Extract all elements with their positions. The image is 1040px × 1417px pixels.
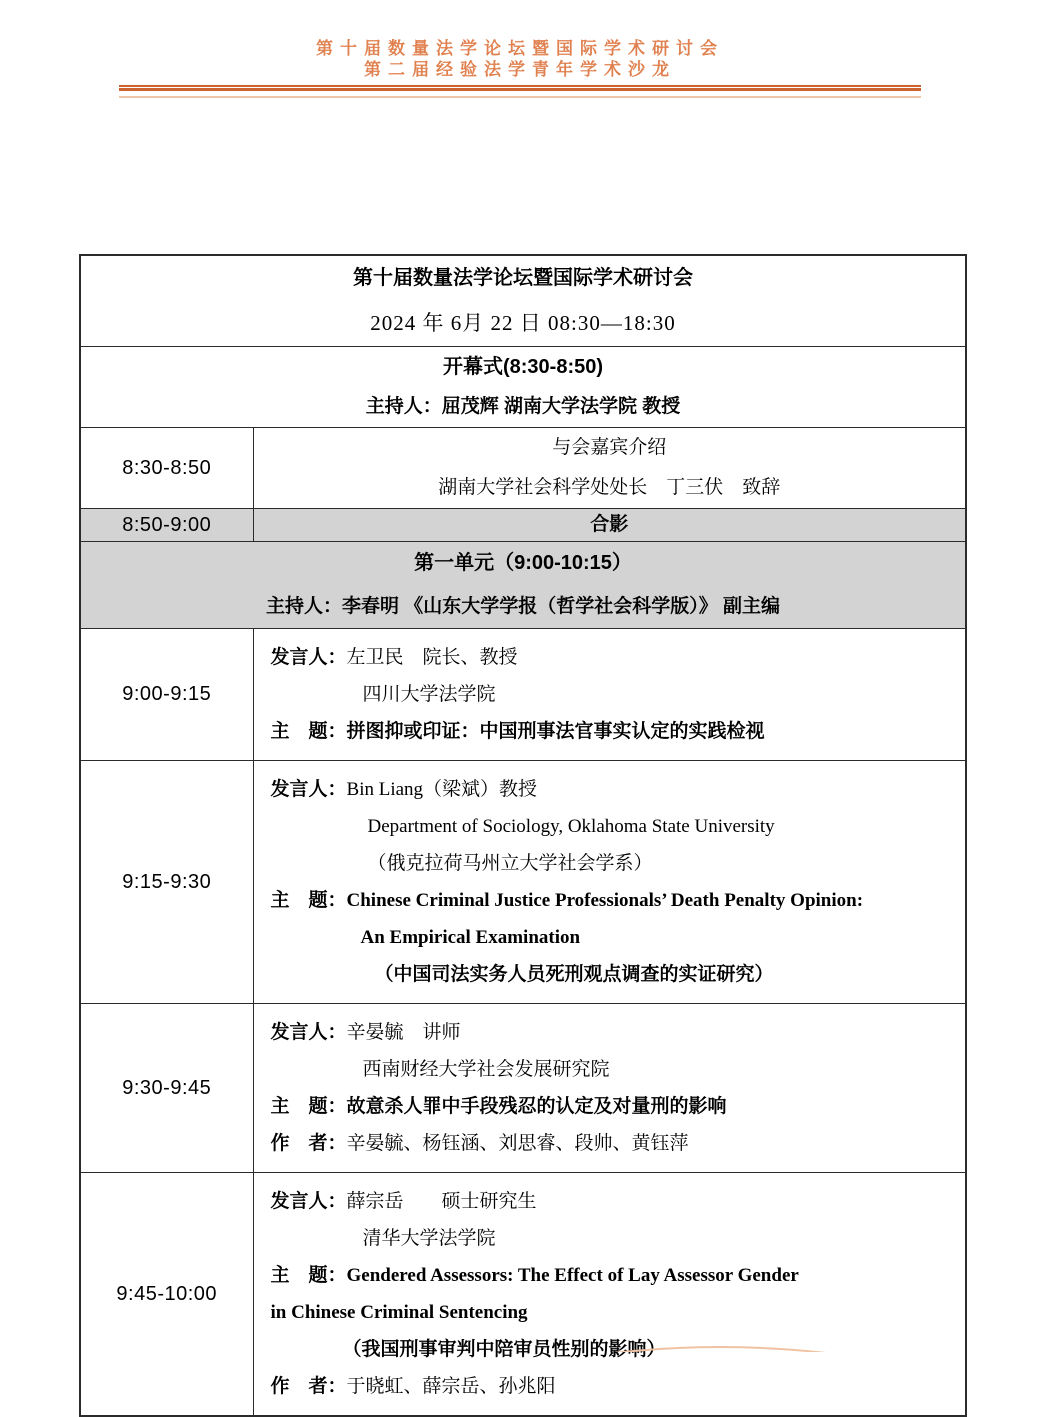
talk2-affiliation-zh: （俄克拉荷马州立大学社会学系） <box>367 853 653 874</box>
rule-thick-line <box>119 88 921 91</box>
header-title-line2: 第二届经验法学青年学术沙龙 <box>364 60 676 79</box>
topic-label: 主 题： <box>270 890 347 911</box>
talk3-topic-line <box>271 1088 952 1125</box>
speaker-label: 发言人： <box>270 779 347 800</box>
table-row-opening-ceremony <box>80 347 966 428</box>
unit1-host: 主持人：李春明 《山东大学学报（哲学社会科学版）》 副主编 <box>265 596 781 617</box>
opening-title: 开幕式(8:30-8:50) <box>442 356 604 378</box>
group-photo-label: 合影 <box>590 514 629 535</box>
footer-decorative-arc <box>560 1332 880 1352</box>
time-slot: 9:00-9:15 <box>80 629 253 761</box>
opening-host: 主持人：屈茂辉 湖南大学法学院 教授 <box>365 396 681 417</box>
speaker-name: Bin Liang（梁斌）教授 <box>346 779 538 800</box>
authors-names: 辛晏毓、杨钰涵、刘思睿、段帅、黄钰萍 <box>346 1133 689 1154</box>
talk3-speaker-line <box>271 1014 952 1051</box>
talk1-topic-line <box>271 713 952 750</box>
conference-title: 第十届数量法学论坛暨国际学术研讨会 <box>353 267 693 289</box>
table-row-talk2 <box>80 761 966 1004</box>
table-row-unit1-header <box>80 542 966 629</box>
table-row-group-photo <box>80 509 966 542</box>
intro-line1: 与会嘉宾介绍 <box>552 437 667 458</box>
rule-thin-line <box>119 85 921 87</box>
topic-label: 主 题： <box>270 1096 347 1117</box>
time-slot: 8:50-9:00 <box>80 509 253 542</box>
speaker-label: 发言人： <box>270 1191 347 1212</box>
speaker-name: 左卫民 院长、教授 <box>346 647 518 668</box>
topic-title-en1: Chinese Criminal Justice Professionals’ Death Penalty Opinion: <box>346 890 864 911</box>
speaker-label: 发言人： <box>270 1022 347 1043</box>
talk1-speaker-line <box>271 639 952 676</box>
schedule-table <box>79 254 967 1417</box>
page-header <box>0 38 1040 98</box>
talk1-affiliation: 四川大学法学院 <box>362 684 496 705</box>
table-row-guest-introduction <box>80 428 966 509</box>
speaker-name: 辛晏毓 讲师 <box>346 1022 461 1043</box>
header-title-line1: 第十届数量法学论坛暨国际学术研讨会 <box>316 39 724 58</box>
authors-label: 作 者： <box>270 1133 347 1154</box>
intro-line2: 湖南大学社会科学处处长 丁三伏 致辞 <box>438 477 781 498</box>
authors-label: 作 者： <box>270 1376 347 1397</box>
table-row-talk1 <box>80 629 966 761</box>
topic-title: 故意杀人罪中手段残忍的认定及对量刑的影响 <box>346 1096 727 1117</box>
talk4-authors-line <box>271 1368 952 1405</box>
talk3-affiliation: 西南财经大学社会发展研究院 <box>362 1059 610 1080</box>
talk4-topic-line <box>271 1257 952 1294</box>
talk2-topic-line <box>271 882 952 919</box>
time-slot: 9:15-9:30 <box>80 761 253 1004</box>
speaker-label: 发言人： <box>270 647 347 668</box>
talk2-speaker-line <box>271 771 952 808</box>
conference-datetime: 2024 年 6月 22 日 08:30—18:30 <box>370 311 676 335</box>
table-row-talk4 <box>80 1173 966 1417</box>
table-row-conference-title <box>80 255 966 347</box>
table-row-talk3 <box>80 1004 966 1173</box>
time-slot: 9:30-9:45 <box>80 1004 253 1173</box>
speaker-name: 薛宗岳 硕士研究生 <box>346 1191 537 1212</box>
talk2-topic-en2: An Empirical Examination <box>360 927 581 948</box>
talk4-topic-en2: in Chinese Criminal Sentencing <box>270 1302 528 1323</box>
header-double-rule <box>119 85 921 98</box>
talk4-affiliation: 清华大学法学院 <box>362 1228 496 1249</box>
topic-label: 主 题： <box>270 1265 347 1286</box>
rule-light-line <box>119 96 921 98</box>
topic-title-en1: Gendered Assessors: The Effect of Lay Assessor Gender <box>346 1265 799 1286</box>
time-slot: 8:30-8:50 <box>80 428 253 509</box>
unit1-title: 第一单元（9:00-10:15） <box>414 552 632 574</box>
time-slot: 9:45-10:00 <box>80 1173 253 1417</box>
talk3-authors-line <box>271 1125 952 1162</box>
talk4-topic-zh: （我国刑事审判中陪审员性别的影响） <box>342 1339 666 1360</box>
topic-title: 拼图抑或印证：中国刑事法官事实认定的实践检视 <box>346 721 765 742</box>
talk2-topic-zh: （中国司法实务人员死刑观点调查的实证研究） <box>374 964 774 985</box>
talk4-speaker-line <box>271 1183 952 1220</box>
talk2-affiliation-en: Department of Sociology, Oklahoma State University <box>367 816 775 837</box>
topic-label: 主 题： <box>270 721 347 742</box>
authors-names: 于晓虹、薛宗岳、孙兆阳 <box>346 1376 556 1397</box>
